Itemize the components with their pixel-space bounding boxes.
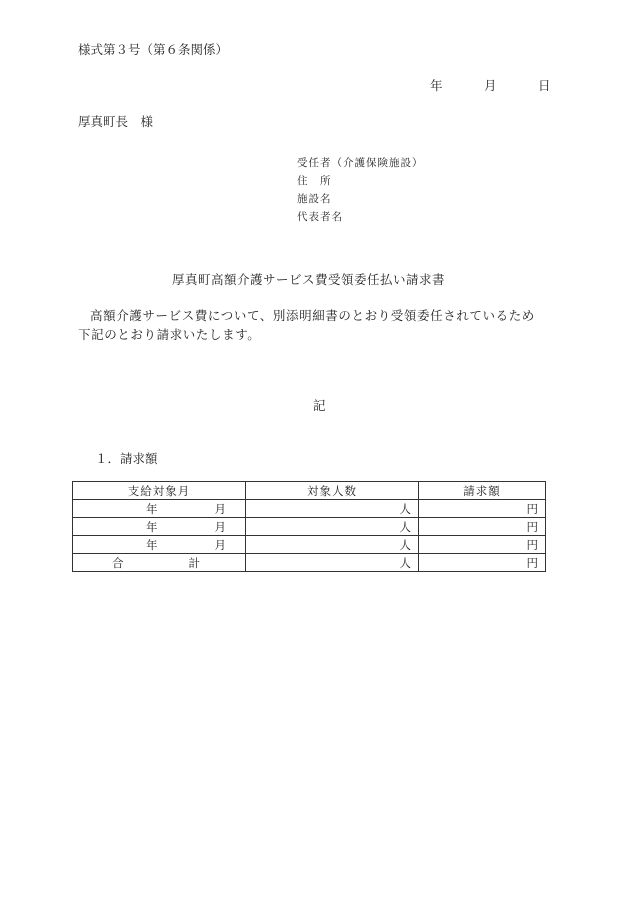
month-cell[interactable] <box>73 518 246 536</box>
amount-unit: 円 <box>526 519 538 534</box>
month-cell[interactable] <box>73 500 246 518</box>
count-cell[interactable] <box>246 500 419 518</box>
ki-label: 記 <box>313 398 326 413</box>
facility-name-label: 施設名 <box>297 193 332 205</box>
month-cell[interactable] <box>73 536 246 554</box>
table-header-row <box>73 482 546 500</box>
amount-cell[interactable] <box>419 536 546 554</box>
month-unit: 月 <box>214 537 226 552</box>
total-label-left: 合 <box>112 555 124 570</box>
count-cell[interactable] <box>246 518 419 536</box>
table-row <box>73 536 546 554</box>
count-unit: 人 <box>399 501 411 516</box>
table-total-row <box>73 554 546 572</box>
header-month: 支給対象月 <box>73 482 246 500</box>
address-label: 住 所 <box>297 175 332 187</box>
table-row <box>73 518 546 536</box>
month-unit: 月 <box>214 501 226 516</box>
amount-unit: 円 <box>526 537 538 552</box>
month-unit: 月 <box>214 519 226 534</box>
section1-heading: １．請求額 <box>95 451 158 466</box>
table-row <box>73 500 546 518</box>
total-label-right: 計 <box>188 555 200 570</box>
count-unit: 人 <box>399 519 411 534</box>
delegate-label: 受任者（介護保険施設） <box>297 157 424 169</box>
header-amount: 請求額 <box>419 482 546 500</box>
form-number: 様式第３号（第６条関係） <box>78 42 229 57</box>
body-line-1: 高額介護サービス費について、別添明細書のとおり受領委任されているため <box>90 308 535 323</box>
total-count-cell[interactable] <box>246 554 419 572</box>
amount-unit: 円 <box>526 501 538 516</box>
year-unit: 年 <box>146 501 158 516</box>
representative-label: 代表者名 <box>297 211 343 223</box>
addressee: 厚真町長 様 <box>78 114 154 129</box>
header-count: 対象人数 <box>246 482 419 500</box>
count-unit: 人 <box>399 537 411 552</box>
amount-cell[interactable] <box>419 518 546 536</box>
amount-unit: 円 <box>526 555 538 570</box>
count-cell[interactable] <box>246 536 419 554</box>
total-amount-cell[interactable] <box>419 554 546 572</box>
body-line-2: 下記のとおり請求いたします。 <box>78 327 261 342</box>
total-label-cell <box>73 554 246 572</box>
year-unit: 年 <box>146 537 158 552</box>
amount-cell[interactable] <box>419 500 546 518</box>
date-month-label: 月 <box>484 78 497 93</box>
date-day-label: 日 <box>538 78 551 93</box>
date-year-label: 年 <box>430 78 443 93</box>
claim-table <box>72 481 546 572</box>
year-unit: 年 <box>146 519 158 534</box>
count-unit: 人 <box>399 555 411 570</box>
document-title: 厚真町高額介護サービス費受領委任払い請求書 <box>172 272 446 287</box>
